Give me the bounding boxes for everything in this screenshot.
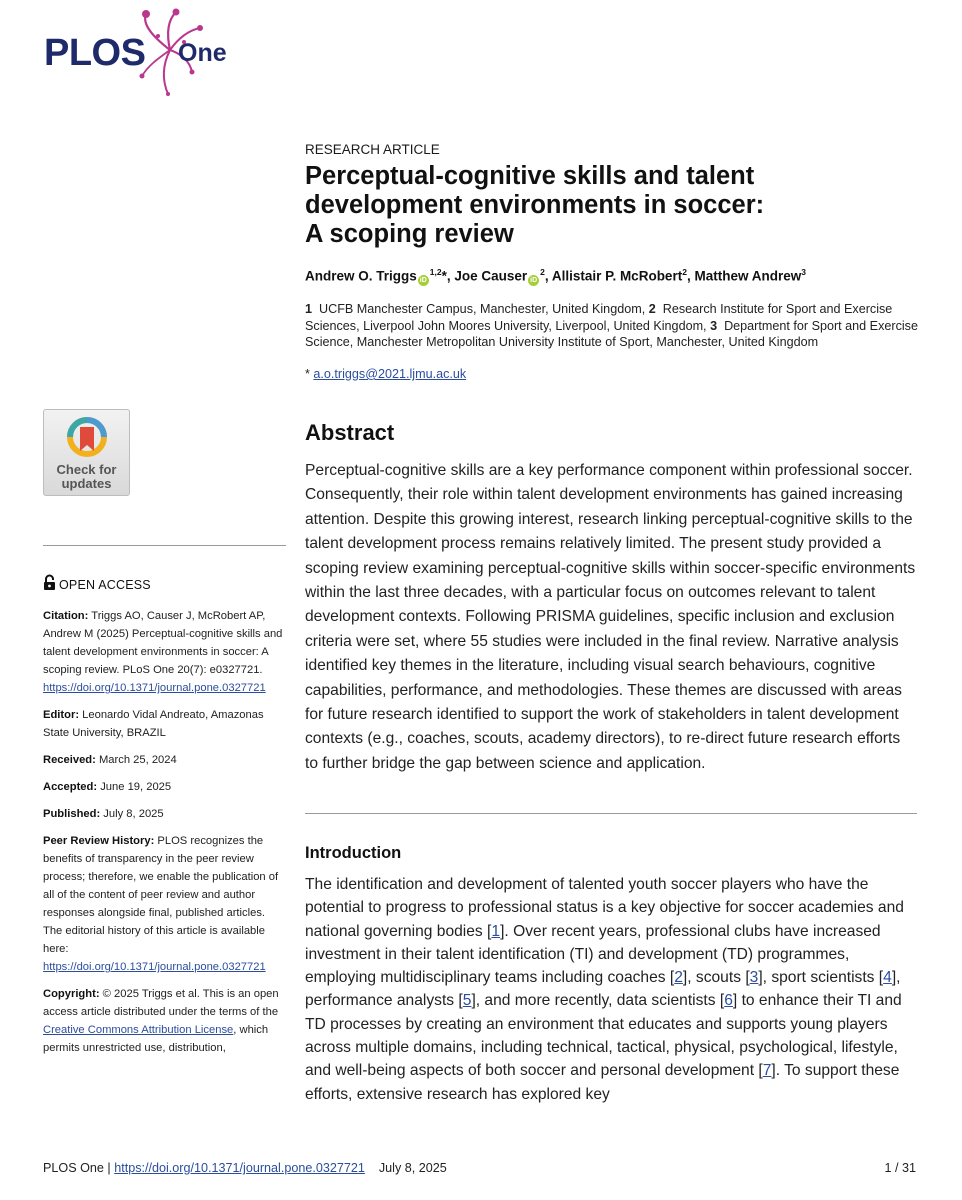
author-suffix: , <box>686 268 695 284</box>
intro-text-segment: ], sport scientists [ <box>758 969 884 987</box>
reference-link[interactable]: 7 <box>762 1062 772 1080</box>
peer-review-doi-link[interactable]: https://doi.org/10.1371/journal.pone.0327721 <box>43 961 266 973</box>
affiliation-text: UCFB Manchester Campus, Manchester, United Kingdom, <box>319 302 649 316</box>
title-line: development environments in soccer: <box>305 191 765 219</box>
correspondence-mark: * <box>305 367 314 381</box>
footer-separator: | <box>103 1161 115 1175</box>
correspondence-email-link[interactable]: a.o.triggs@2021.ljmu.ac.uk <box>313 367 467 381</box>
citation-block <box>43 607 286 697</box>
plos-one-logo[interactable] <box>44 6 244 98</box>
title-line: Perceptual-cognitive skills and talent <box>305 162 755 190</box>
author-name[interactable]: Matthew Andrew <box>694 268 802 284</box>
copyright-label: Copyright: <box>43 988 100 1000</box>
logo-brand: PLOS <box>44 32 146 74</box>
author-affil-sup: 2 <box>540 267 545 277</box>
orcid-icon[interactable]: iD <box>530 276 538 284</box>
editor-block <box>43 706 286 742</box>
author-name[interactable]: Allistair P. McRobert <box>551 268 683 284</box>
reference-link[interactable]: 3 <box>749 969 759 987</box>
reference-link[interactable]: 6 <box>724 992 733 1010</box>
copyright-block <box>43 985 286 1057</box>
open-access-label <box>43 574 151 592</box>
badge-label <box>44 463 129 490</box>
accepted-date: June 19, 2025 <box>97 781 172 793</box>
received-block <box>43 751 286 769</box>
check-for-updates-badge[interactable] <box>43 409 130 496</box>
intro-text-segment: The identification and development of talented youth soccer players who have the potential to progress to professional status is a key objective for soccer academies and national governing bodies [ <box>305 876 904 940</box>
author-affil-sup: 2 <box>682 267 687 277</box>
logo-product: One <box>178 39 227 67</box>
correspondence <box>305 367 466 381</box>
article-title <box>305 162 925 249</box>
citation-text: Triggs AO, Causer J, McRobert AP, Andrew M (2025) Perceptual-cognitive skills and talent development environments in soccer: A scoping review. PLoS One 20(7): e0327721. <box>43 610 283 676</box>
abstract-text: Perceptual-cognitive skills are a key performance component within professional soccer. Consequently, their role within talent development environments has gained increasing attention. Despite this growing interest, research linking perceptual-cognitive skills to the talent development process remains relatively limited. The present study provided a scoping review examining perceptual-cognitive skills within soccer-specific environments within the last three decades, with a particular focus on outcomes relevant to talent development contexts. Following PRISMA guidelines, specific inclusion and exclusion criteria were set, where 55 studies were included in the final review. Narrative analysis identified key themes in the literature, including visual search behaviours, cognitive capabilities, performance, and methodologies. These themes are discussed with areas for future research identified to support the work of stakeholders in talent development contexts (e.g., coaches, scouts, academy directors), to re-direct future research efforts to further bridge the gap between science and application. <box>305 462 916 772</box>
author-suffix: , <box>544 268 552 284</box>
title-line: A scoping review <box>305 220 514 248</box>
intro-text-segment: ]. To support these efforts, extensive research has explored key <box>305 1062 900 1103</box>
license-link[interactable]: Creative Commons Attribution License <box>43 1024 234 1036</box>
abstract-divider <box>305 813 917 814</box>
editor-label: Editor: <box>43 709 80 721</box>
intro-text-segment: ], scouts [ <box>682 969 750 987</box>
badge-line: updates <box>61 475 112 491</box>
open-lock-icon <box>43 574 56 591</box>
affiliation-number: 3 <box>710 318 718 333</box>
affiliations <box>305 301 925 351</box>
reference-link[interactable]: 1 <box>491 922 501 940</box>
orcid-icon[interactable]: iD <box>419 276 427 284</box>
introduction-text <box>305 873 917 1106</box>
published-label: Published: <box>43 808 101 820</box>
copyright-text: © 2025 Triggs et al. This is an open access article distributed under the terms of the <box>43 988 279 1018</box>
introduction-heading: Introduction <box>305 844 402 862</box>
footer-journal: PLOS One <box>43 1161 104 1175</box>
author-affil-sup: 3 <box>801 267 806 277</box>
editor-text: Leonardo Vidal Andreato, Amazonas State University, BRAZIL <box>43 709 264 739</box>
accepted-label: Accepted: <box>43 781 98 793</box>
intro-text-segment: ], performance analysts [ <box>305 969 901 1010</box>
author-name[interactable]: Andrew O. Triggs <box>305 268 417 284</box>
page-number: 1 / 31 <box>884 1161 916 1175</box>
footer-doi-link[interactable]: https://doi.org/10.1371/journal.pone.0327721 <box>114 1161 365 1175</box>
abstract-heading: Abstract <box>305 420 395 445</box>
citation-doi-link[interactable]: https://doi.org/10.1371/journal.pone.0327721 <box>43 682 266 694</box>
peer-review-block <box>43 832 286 976</box>
affiliation-number: 2 <box>648 302 656 316</box>
affiliation-text: Research Institute for Sport and Exercise Sciences, Liverpool John Moores University, Liverpool, United Kingdom, <box>305 302 893 333</box>
intro-text-segment: ], and more recently, data scientists [ <box>471 992 725 1010</box>
received-date: March 25, 2024 <box>95 754 177 766</box>
peer-review-text: PLOS recognizes the benefits of transparency in the peer review process; therefore, we enable the publication of all of the content of peer review and author responses alongside final, published articles. The editorial history of this article is available here: <box>43 835 279 955</box>
sidebar-divider <box>43 545 286 546</box>
article-type: RESEARCH ARTICLE <box>305 142 440 157</box>
sidebar-metadata <box>43 607 286 1066</box>
peer-review-label: Peer Review History: <box>43 835 155 847</box>
author-list <box>305 267 806 286</box>
citation-label: Citation: <box>43 610 89 622</box>
footer-date: July 8, 2025 <box>378 1161 447 1175</box>
author-affil-sup: 1,2 <box>429 267 442 277</box>
published-block <box>43 805 286 823</box>
received-label: Received: <box>43 754 96 766</box>
intro-text-segment: ] to enhance their TI and TD processes by creating an environment that educates and supports young players across multiple domains, including technical, tactical, physical, psychological, lifestyle, and well-being aspects of both soccer and personal development [ <box>305 992 902 1080</box>
author-name[interactable]: Joe Causer <box>454 268 528 284</box>
accepted-block <box>43 778 286 796</box>
intro-text-segment: ]. Over recent years, professional clubs have increased investment in their talent identification (TI) and development (TD) programmes, employing multidisciplinary teams including coaches [ <box>305 922 881 987</box>
reference-link[interactable]: 2 <box>674 969 683 987</box>
author-suffix: *, <box>441 268 455 284</box>
crossmark-icon <box>65 415 109 461</box>
footer-citation <box>43 1161 447 1175</box>
badge-line: Check for <box>56 462 117 477</box>
copyright-tail: , which permits unrestricted use, distribution, <box>43 1024 269 1054</box>
reference-link[interactable]: 4 <box>883 969 892 987</box>
open-access-text: OPEN ACCESS <box>59 578 151 592</box>
reference-link[interactable]: 5 <box>462 992 472 1010</box>
affiliation-number: 1 <box>305 302 313 316</box>
affiliation-text: Department for Sport and Exercise Science, Manchester Metropolitan University Institute of Sport, Manchester, United Kingdom <box>305 318 918 349</box>
published-date: July 8, 2025 <box>100 808 164 820</box>
